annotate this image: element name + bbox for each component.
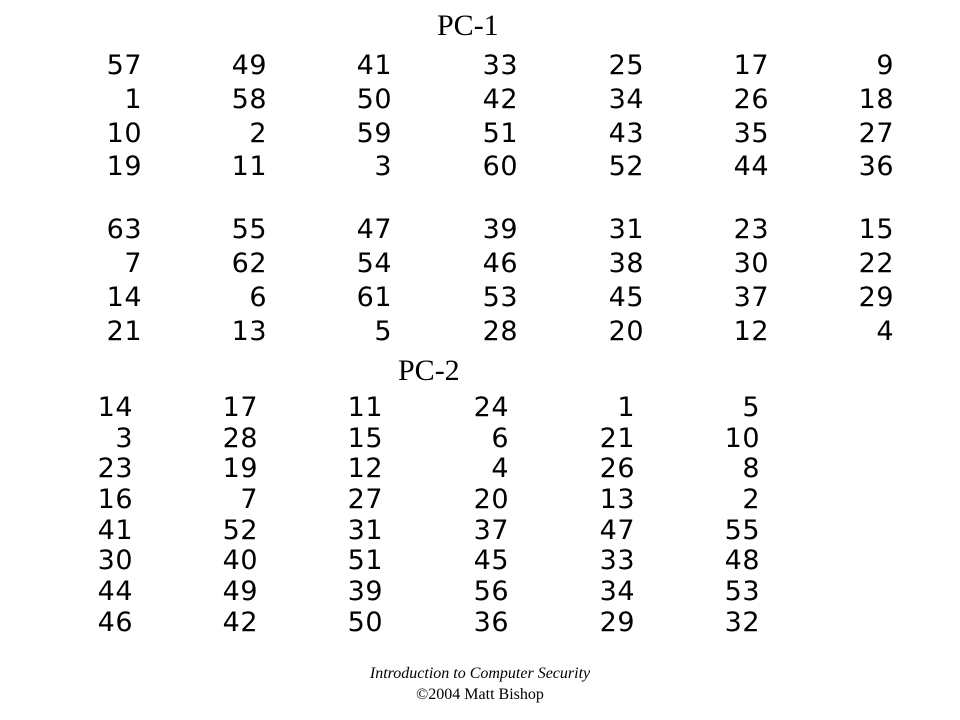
pc1-cell: 34	[608, 84, 644, 115]
pc2-cell: 17	[222, 392, 258, 423]
pc2-cell: 47	[599, 515, 635, 546]
pc1-cell: 36	[858, 151, 894, 182]
pc1-cell: 31	[608, 214, 644, 245]
pc2-cell: 34	[599, 576, 635, 607]
pc2-cell: 16	[97, 484, 133, 515]
pc1-cell: 26	[733, 84, 769, 115]
pc2-cell: 32	[724, 607, 760, 638]
pc1-cell: 43	[608, 118, 644, 149]
pc1-cell: 47	[356, 214, 392, 245]
pc1-cell: 38	[608, 248, 644, 279]
pc1-cell: 11	[231, 151, 267, 182]
pc2-cell: 27	[347, 484, 383, 515]
pc1-cell: 35	[733, 118, 769, 149]
pc2-cell: 6	[491, 423, 509, 454]
pc1-cell: 22	[858, 248, 894, 279]
pc1-cell: 58	[231, 84, 267, 115]
pc2-cell: 23	[97, 453, 133, 484]
pc1-cell: 10	[106, 118, 142, 149]
pc2-cell: 15	[347, 423, 383, 454]
pc2-cell: 4	[491, 453, 509, 484]
pc1-cell: 7	[124, 248, 142, 279]
pc1-cell: 1	[124, 84, 142, 115]
pc2-cell: 51	[347, 545, 383, 576]
pc2-cell: 28	[222, 423, 258, 454]
pc2-cell: 10	[724, 423, 760, 454]
pc1-cell: 12	[733, 316, 769, 347]
pc2-cell: 36	[473, 607, 509, 638]
pc1-cell: 45	[608, 282, 644, 313]
pc1-cell: 61	[356, 282, 392, 313]
pc1-cell: 13	[231, 316, 267, 347]
pc2-cell: 13	[599, 484, 635, 515]
pc2-cell: 14	[97, 392, 133, 423]
pc1-cell: 30	[733, 248, 769, 279]
pc2-cell: 12	[347, 453, 383, 484]
pc2-cell: 53	[724, 576, 760, 607]
pc2-cell: 5	[742, 392, 760, 423]
pc2-cell: 50	[347, 607, 383, 638]
pc1-cell: 52	[608, 151, 644, 182]
pc1-cell: 53	[482, 282, 518, 313]
pc2-cell: 1	[617, 392, 635, 423]
pc2-cell: 26	[599, 453, 635, 484]
pc1-cell: 42	[482, 84, 518, 115]
pc1-cell: 15	[858, 214, 894, 245]
pc1-cell: 28	[482, 316, 518, 347]
pc1-cell: 21	[106, 316, 142, 347]
pc2-cell: 3	[115, 423, 133, 454]
pc2-cell: 7	[240, 484, 258, 515]
pc1-cell: 49	[231, 50, 267, 81]
pc1-cell: 46	[482, 248, 518, 279]
pc2-title: PC-2	[398, 354, 460, 387]
pc2-cell: 42	[222, 607, 258, 638]
pc2-cell: 49	[222, 576, 258, 607]
pc2-cell: 2	[742, 484, 760, 515]
pc1-cell: 33	[482, 50, 518, 81]
pc1-cell: 2	[249, 118, 267, 149]
pc1-cell: 4	[876, 316, 894, 347]
footer-copyright: ©2004 Matt Bishop	[416, 686, 544, 703]
pc1-cell: 5	[374, 316, 392, 347]
footer-course-title: Introduction to Computer Security	[369, 665, 591, 682]
pc2-cell: 48	[724, 545, 760, 576]
pc2-cell: 31	[347, 515, 383, 546]
pc1-cell: 14	[106, 282, 142, 313]
pc2-cell: 11	[347, 392, 383, 423]
pc2-cell: 39	[347, 576, 383, 607]
pc1-cell: 9	[876, 50, 894, 81]
pc1-cell: 41	[356, 50, 392, 81]
pc2-cell: 55	[724, 515, 760, 546]
pc2-cell: 44	[97, 576, 133, 607]
pc1-cell: 25	[608, 50, 644, 81]
pc1-cell: 55	[231, 214, 267, 245]
pc2-cell: 40	[222, 545, 258, 576]
pc2-cell: 30	[97, 545, 133, 576]
pc2-cell: 45	[473, 545, 509, 576]
pc1-cell: 39	[482, 214, 518, 245]
pc2-cell: 19	[222, 453, 258, 484]
pc1-cell: 37	[733, 282, 769, 313]
pc1-cell: 60	[482, 151, 518, 182]
pc1-title: PC-1	[437, 9, 499, 42]
pc1-cell: 27	[858, 118, 894, 149]
pc1-cell: 50	[356, 84, 392, 115]
pc1-cell: 51	[482, 118, 518, 149]
pc1-cell: 19	[106, 151, 142, 182]
pc1-cell: 17	[733, 50, 769, 81]
pc1-cell: 3	[374, 151, 392, 182]
pc2-cell: 33	[599, 545, 635, 576]
pc2-cell: 20	[473, 484, 509, 515]
pc1-cell: 63	[106, 214, 142, 245]
pc1-cell: 29	[858, 282, 894, 313]
pc1-cell: 44	[733, 151, 769, 182]
pc1-cell: 18	[858, 84, 894, 115]
pc2-cell: 56	[473, 576, 509, 607]
pc1-cell: 54	[356, 248, 392, 279]
pc2-cell: 52	[222, 515, 258, 546]
pc1-cell: 57	[106, 50, 142, 81]
pc1-cell: 20	[608, 316, 644, 347]
pc2-cell: 29	[599, 607, 635, 638]
pc2-cell: 24	[473, 392, 509, 423]
pc1-cell: 62	[231, 248, 267, 279]
pc1-cell: 6	[249, 282, 267, 313]
pc2-cell: 21	[599, 423, 635, 454]
pc2-cell: 8	[742, 453, 760, 484]
pc1-cell: 59	[356, 118, 392, 149]
pc2-cell: 37	[473, 515, 509, 546]
pc2-cell: 46	[97, 607, 133, 638]
pc1-cell: 23	[733, 214, 769, 245]
pc2-cell: 41	[97, 515, 133, 546]
